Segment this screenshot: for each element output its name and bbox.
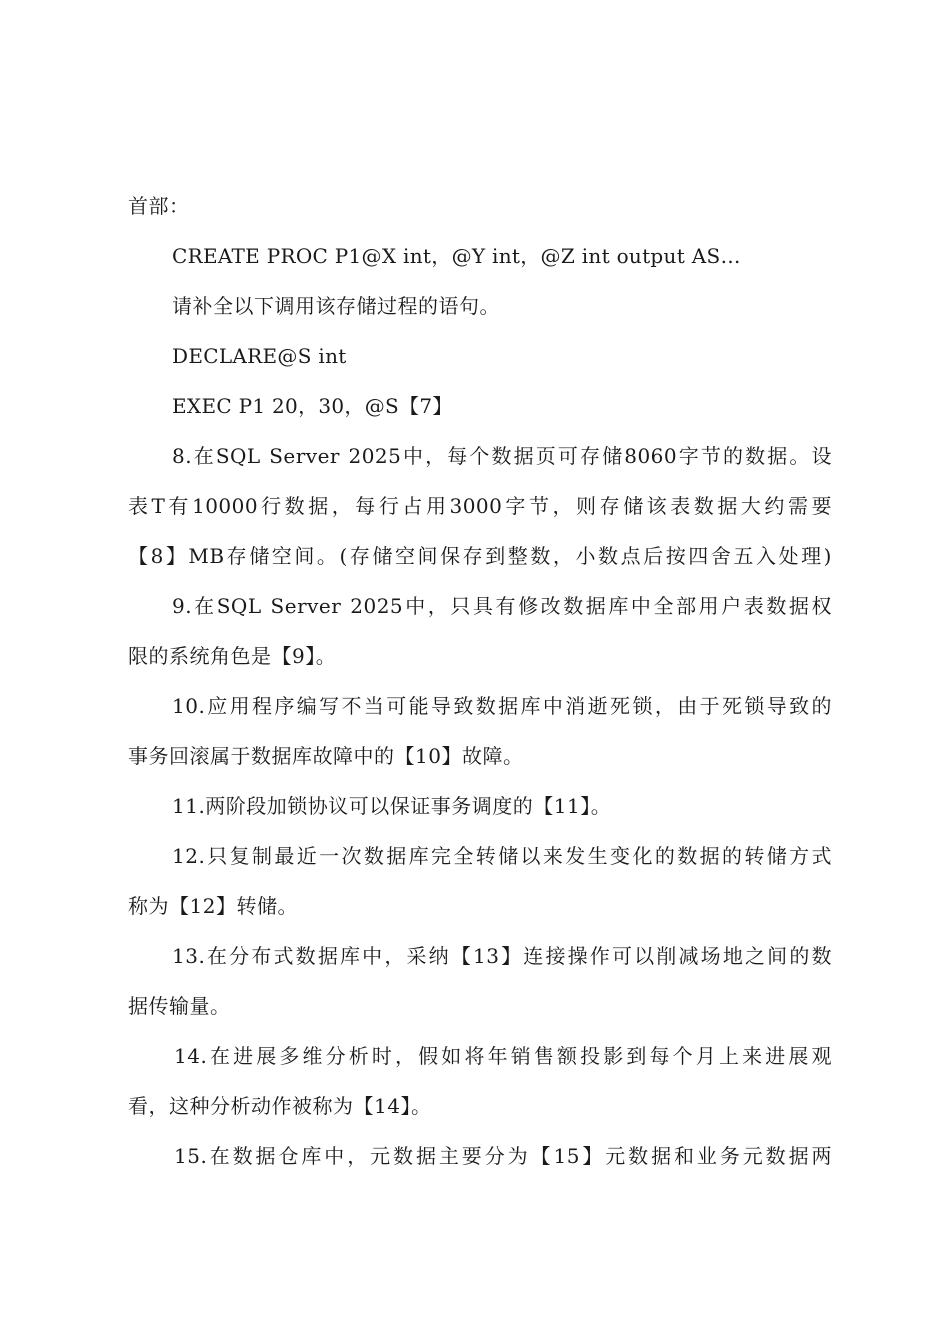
code-line-create-proc: CREATE PROC P1@X int，@Y int，@Z int output AS… <box>172 244 741 268</box>
text-line-instruction: 请补全以下调用该存储过程的语句。 <box>172 294 500 318</box>
code-line-declare: DECLARE@S int <box>172 344 347 368</box>
question-8-line-1: 8.在SQL Server 2025中，每个数据页可存储8060字节的数据。设 <box>172 444 832 468</box>
code-line-exec: EXEC P1 20，30，@S【7】 <box>172 394 453 418</box>
question-15-line-1: 15.在数据仓库中，元数据主要分为【15】元数据和业务元数据两 <box>174 1144 832 1168</box>
question-12-line-2: 称为【12】转储。 <box>128 894 298 918</box>
question-11-line-1: 11.两阶段加锁协议可以保证事务调度的【11】。 <box>172 794 612 818</box>
question-14-line-2: 看，这种分析动作被称为【14】。 <box>128 1094 432 1118</box>
question-9-line-2: 限的系统角色是【9】。 <box>128 644 337 668</box>
question-13-line-2: 据传输量。 <box>128 994 231 1018</box>
question-8-line-3: 【8】MB存储空间。(存储空间保存到整数，小数点后按四舍五入处理) <box>128 544 832 568</box>
text-line-header: 首部： <box>128 194 190 218</box>
question-14-line-1: 14.在进展多维分析时，假如将年销售额投影到每个月上来进展观 <box>174 1044 832 1068</box>
question-12-line-1: 12.只复制最近一次数据库完全转储以来发生变化的数据的转储方式 <box>172 844 832 868</box>
question-10-line-1: 10.应用程序编写不当可能导致数据库中消逝死锁，由于死锁导致的 <box>172 694 832 718</box>
question-8-line-2: 表T有10000行数据，每行占用3000字节，则存储该表数据大约需要 <box>128 494 832 518</box>
question-13-line-1: 13.在分布式数据库中，采纳【13】连接操作可以削减场地之间的数 <box>172 944 832 968</box>
question-9-line-1: 9.在SQL Server 2025中，只具有修改数据库中全部用户表数据权 <box>172 594 832 618</box>
question-10-line-2: 事务回滚属于数据库故障中的【10】故障。 <box>128 744 524 768</box>
